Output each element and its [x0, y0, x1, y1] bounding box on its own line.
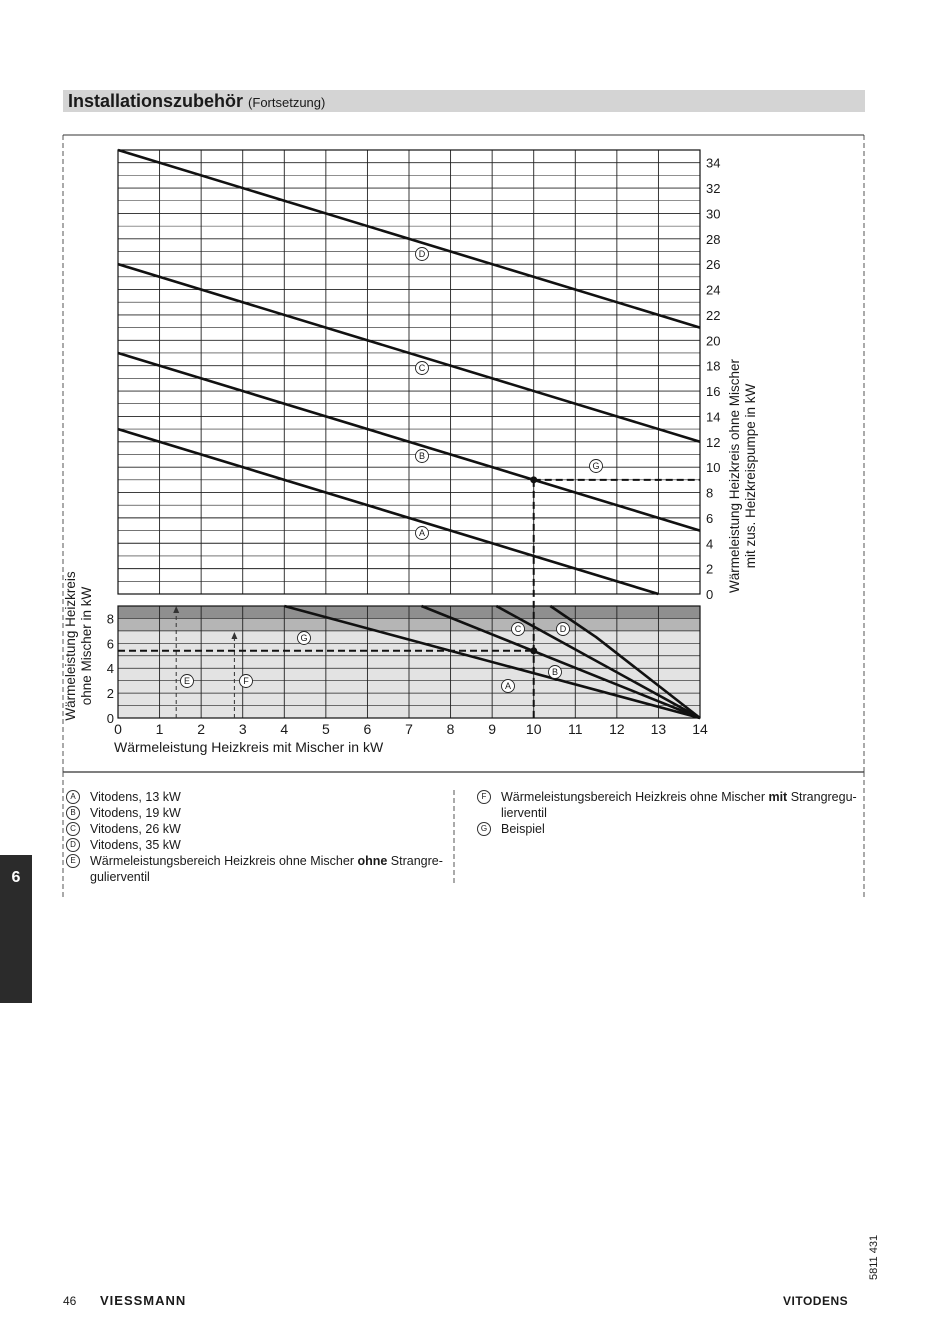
legend-left [64, 789, 454, 885]
chapter-tab-label: 6 [11, 869, 21, 886]
lower-y-tick-label: 8 [106, 611, 114, 627]
document-number: 5811 431 [868, 1234, 880, 1280]
section-title: Installationszubehör (Fortsetzung) [68, 91, 326, 111]
upper-y-tick-label: 4 [706, 536, 714, 552]
example-point-upper [530, 476, 537, 483]
legend-item [475, 789, 860, 821]
curve-key-label: D [418, 249, 426, 260]
lower-y-axis-title-line1: Wärmeleistung Heizkreis [63, 571, 78, 721]
upper-y-tick-label: 20 [706, 333, 721, 349]
x-tick-label: 2 [197, 721, 206, 737]
upper-y-tick-label: 18 [706, 358, 721, 374]
section-subtitle: (Fortsetzung) [248, 95, 326, 110]
legend-item [64, 837, 454, 853]
legend-text: Vitodens, 35 kW [90, 838, 181, 852]
legend-text: Vitodens, 19 kW [90, 806, 181, 820]
x-tick-label: 13 [650, 721, 667, 737]
lower-y-tick-label: 2 [106, 686, 114, 702]
legend-item [64, 805, 454, 821]
x-axis-title: Wärmeleistung Heizkreis mit Mischer in kW [114, 739, 384, 755]
upper-y-tick-label: 16 [706, 384, 721, 400]
x-tick-label: 11 [568, 721, 583, 737]
curve-key-label: C [418, 363, 426, 374]
example-point-lower [530, 647, 537, 654]
x-tick-label: 14 [692, 721, 708, 737]
curve-key-label: A [418, 528, 426, 539]
x-tick-label: 5 [321, 721, 330, 737]
legend-key-badge: B [66, 806, 80, 820]
curve-key-label: G [300, 633, 308, 644]
upper-y-tick-label: 30 [706, 206, 721, 222]
lower-y-tick-label: 0 [106, 711, 114, 726]
x-tick-label: 0 [114, 721, 122, 737]
curve-key-label: B [418, 451, 426, 462]
upper-y-tick-label: 8 [706, 485, 714, 501]
upper-y-axis-title [727, 358, 758, 593]
curve-key-label: A [504, 681, 512, 692]
x-tick-label: 3 [238, 721, 247, 737]
upper-y-tick-label: 14 [706, 409, 721, 425]
curve-key-label: D [559, 624, 567, 635]
legend-key-badge: D [66, 838, 80, 852]
upper-y-tick-label: 2 [706, 561, 714, 577]
x-tick-label: 7 [405, 721, 413, 737]
legend-text: Wärmeleistungsbereich Heizkreis ohne Mischer [501, 790, 769, 804]
legend-item [64, 821, 454, 837]
legend-key-badge: C [66, 822, 80, 836]
legend-text: Strangregu-lierventil [501, 790, 857, 820]
x-tick-label: 12 [609, 721, 625, 737]
legend-key-badge: G [477, 822, 491, 836]
upper-y-tick-label: 28 [706, 231, 721, 247]
legend-text: Wärmeleistungsbereich Heizkreis ohne Mischer [90, 854, 358, 868]
curve-key-label: G [592, 461, 600, 472]
upper-y-tick-label: 0 [706, 587, 714, 602]
legend-text-bold: mit [768, 790, 788, 804]
curve-key-label: E [183, 676, 191, 687]
upper-y-tick-label: 22 [706, 307, 721, 323]
curve-key-label: C [514, 624, 522, 635]
legend-item [64, 853, 454, 885]
legend-right [475, 789, 860, 837]
legend-item [64, 789, 454, 805]
lower-y-tick-label: 4 [106, 661, 114, 677]
x-tick-label: 6 [363, 721, 372, 737]
x-tick-label: 4 [280, 721, 289, 737]
legend-key-badge: F [477, 790, 491, 804]
x-tick-label: 9 [488, 721, 497, 737]
upper-y-tick-label: 6 [706, 510, 714, 526]
upper-y-tick-label: 12 [706, 434, 721, 450]
brand-name: VITODENS [783, 1294, 849, 1308]
lower-y-tick-label: 6 [106, 636, 114, 652]
upper-y-tick-label: 24 [706, 282, 721, 298]
legend-text: Strangre-gulierventil [90, 854, 443, 884]
legend-item [475, 821, 860, 837]
upper-y-axis-title-line1: Wärmeleistung Heizkreis ohne Mischer [727, 358, 742, 594]
x-tick-label: 1 [155, 721, 164, 737]
page-number: 46 [63, 1294, 77, 1308]
upper-y-tick-label: 34 [706, 155, 721, 171]
upper-y-axis-title-line2: mit zus. Heizkreispumpe in kW [743, 383, 758, 569]
upper-y-tick-label: 26 [706, 257, 721, 273]
x-tick-label: 8 [446, 721, 455, 737]
curve-key-label: B [551, 667, 559, 678]
legend-key-badge: A [66, 790, 80, 804]
lower-y-axis-title-line2: ohne Mischer in kW [79, 586, 94, 706]
legend-text: Beispiel [501, 822, 545, 836]
lower-y-axis-title [63, 571, 94, 721]
upper-y-tick-label: 10 [706, 460, 721, 476]
legend-text-bold: ohne [357, 854, 388, 868]
x-tick-label: 10 [525, 721, 542, 737]
legend-text: Vitodens, 26 kW [90, 822, 181, 836]
upper-y-tick-label: 32 [706, 181, 721, 197]
curve-key-label: F [243, 676, 249, 687]
viessmann-logo: VIESSMANN [100, 1293, 187, 1308]
legend-key-badge: E [66, 854, 80, 868]
legend-text: Vitodens, 13 kW [90, 790, 181, 804]
upper-curve-a [118, 429, 658, 594]
